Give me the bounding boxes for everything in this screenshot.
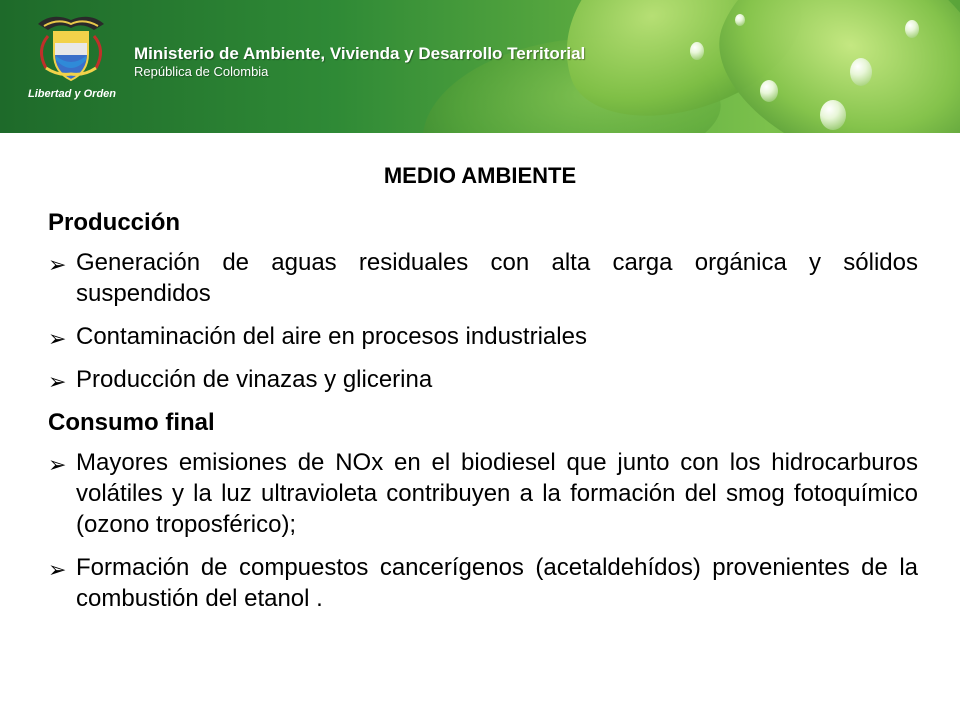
bullet-text: Formación de compuestos cancerígenos (acetaldehídos) provenientes de la combustión del etanol .	[76, 554, 918, 612]
section-produccion	[48, 209, 918, 395]
arrowhead-bullet-icon: ➢	[48, 326, 67, 351]
bullet-text: Mayores emisiones de NOx en el biodiesel que junto con los hidrocarburos volátiles y la luz ultravioleta contribuyen a la formación del smog fotoquímico (ozono troposférico);	[76, 449, 918, 538]
water-drop	[735, 14, 745, 26]
bullet-list	[48, 247, 918, 395]
republic-name: República de Colombia	[134, 64, 269, 79]
header-banner	[0, 0, 960, 133]
arrowhead-bullet-icon: ➢	[48, 557, 67, 582]
motto-text: Libertad y Orden	[27, 88, 117, 100]
section-consumo-final	[48, 409, 918, 614]
arrowhead-bullet-icon: ➢	[48, 252, 67, 277]
bullet-text: Producción de vinazas y glicerina	[76, 366, 433, 393]
water-drop	[820, 100, 846, 130]
section-heading: Producción	[48, 209, 181, 236]
list-item	[48, 447, 918, 540]
slide-content	[48, 209, 918, 628]
section-heading: Consumo final	[48, 409, 215, 436]
slide-title: MEDIO AMBIENTE	[383, 163, 577, 188]
bullet-text: Contaminación del aire en procesos industriales	[76, 323, 587, 350]
arrowhead-bullet-icon: ➢	[48, 369, 67, 394]
coat-of-arms-icon	[28, 10, 114, 86]
list-item	[48, 552, 918, 614]
water-drop	[760, 80, 778, 102]
water-drop	[690, 42, 704, 60]
ministry-name: Ministerio de Ambiente, Vivienda y Desarrollo Territorial	[134, 44, 586, 63]
bullet-list	[48, 447, 918, 614]
list-item	[48, 321, 918, 352]
arrowhead-bullet-icon: ➢	[48, 452, 67, 477]
list-item	[48, 247, 918, 309]
bullet-text: Generación de aguas residuales con alta carga orgánica y sólidos suspendidos	[76, 249, 918, 307]
water-drop	[905, 20, 919, 38]
water-drop	[850, 58, 872, 86]
list-item	[48, 364, 918, 395]
